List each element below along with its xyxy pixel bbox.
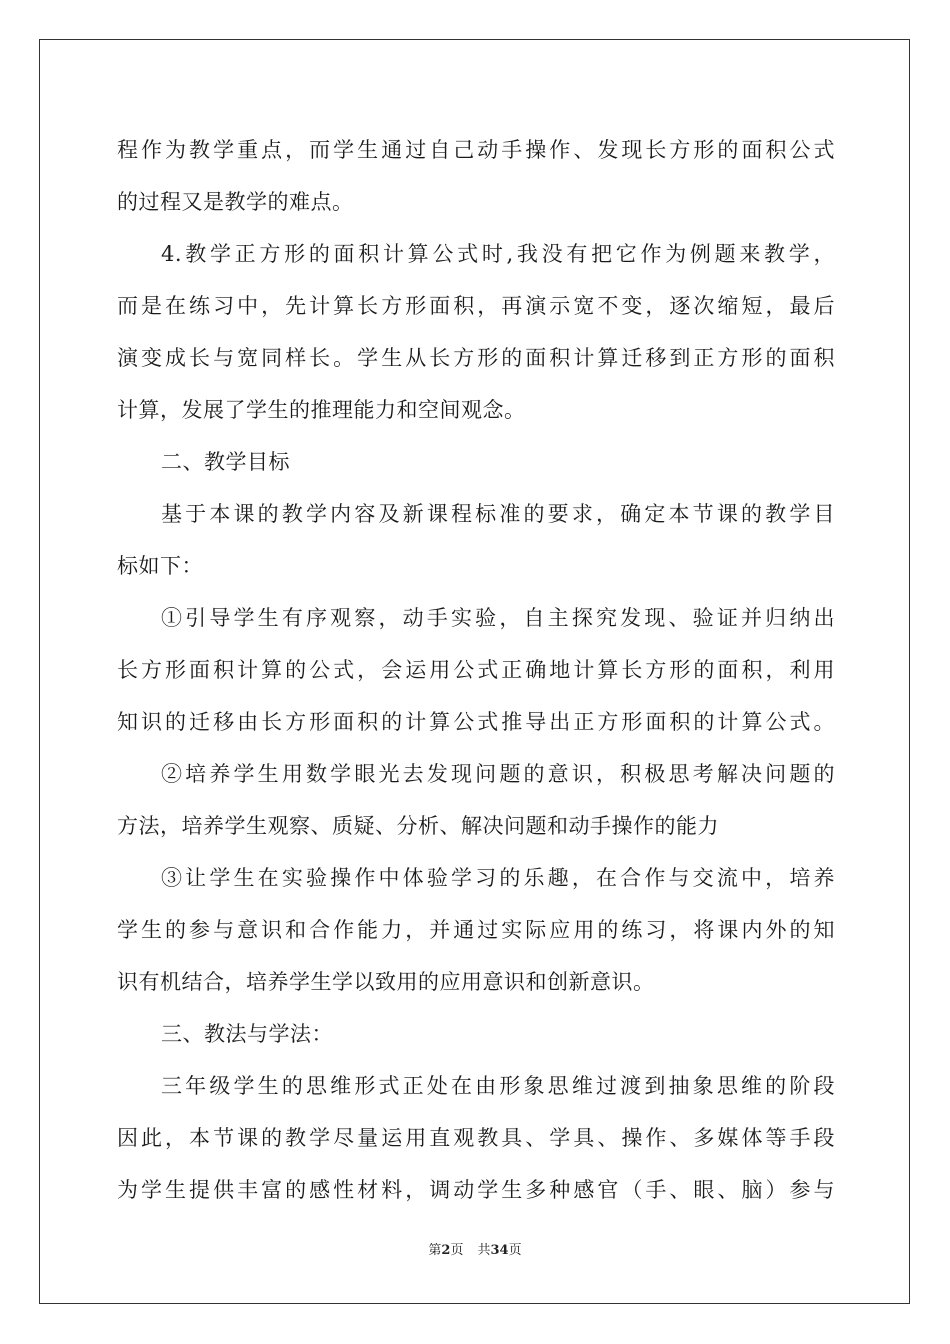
- section-heading: 三、教法与学法：: [161, 1022, 333, 1046]
- text-line: ②培养学生用数学眼光去发现问题的意识，积极思考解决问题的: [161, 762, 835, 786]
- text-line: 因此，本节课的教学尽量运用直观教具、学具、操作、多媒体等手段: [117, 1126, 835, 1150]
- total-prefix: 共: [477, 1243, 491, 1258]
- page-number: 2: [441, 1243, 451, 1258]
- text-line: 三年级学生的思维形式正处在由形象思维过渡到抽象思维的阶段: [161, 1074, 835, 1098]
- text-line: 识有机结合，培养学生学以致用的应用意识和创新意识。: [117, 970, 655, 994]
- total-suffix: 页: [508, 1243, 522, 1258]
- total-pages: 34: [490, 1243, 509, 1258]
- text-line: 方法，培养学生观察、质疑、分析、解决问题和动手操作的能力: [117, 814, 719, 838]
- page-prefix: 第: [428, 1243, 442, 1258]
- text-line: 为学生提供丰富的感性材料，调动学生多种感官（手、眼、脑）参与: [117, 1178, 835, 1202]
- section-heading: 二、教学目标: [161, 450, 290, 474]
- text-line: 知识的迁移由长方形面积的计算公式推导出正方形面积的计算公式。: [117, 710, 835, 734]
- text-line: 程作为教学重点，而学生通过自己动手操作、发现长方形的面积公式: [117, 138, 835, 162]
- text-line: ③让学生在实验操作中体验学习的乐趣，在合作与交流中，培养: [161, 866, 835, 890]
- text-line: 基于本课的教学内容及新课程标准的要求，确定本节课的教学目: [161, 502, 835, 526]
- text-line: 的过程又是教学的难点。: [117, 190, 354, 214]
- page-footer: [0, 1239, 950, 1258]
- document-body: [117, 124, 835, 1216]
- text-line: 标如下：: [117, 554, 203, 578]
- text-line: 计算，发展了学生的推理能力和空间观念。: [117, 398, 526, 422]
- text-line: 而是在练习中，先计算长方形面积，再演示宽不变，逐次缩短，最后: [117, 294, 835, 318]
- text-line: 4.教学正方形的面积计算公式时,我没有把它作为例题来教学，: [161, 242, 835, 266]
- text-line: 学生的参与意识和合作能力，并通过实际应用的练习，将课内外的知: [117, 918, 835, 942]
- page-suffix: 页: [450, 1243, 464, 1258]
- text-line: 长方形面积计算的公式，会运用公式正确地计算长方形的面积，利用: [117, 658, 835, 682]
- text-line: 演变成长与宽同样长。学生从长方形的面积计算迁移到正方形的面积: [117, 346, 835, 370]
- text-line: ①引导学生有序观察，动手实验，自主探究发现、验证并归纳出: [161, 606, 835, 630]
